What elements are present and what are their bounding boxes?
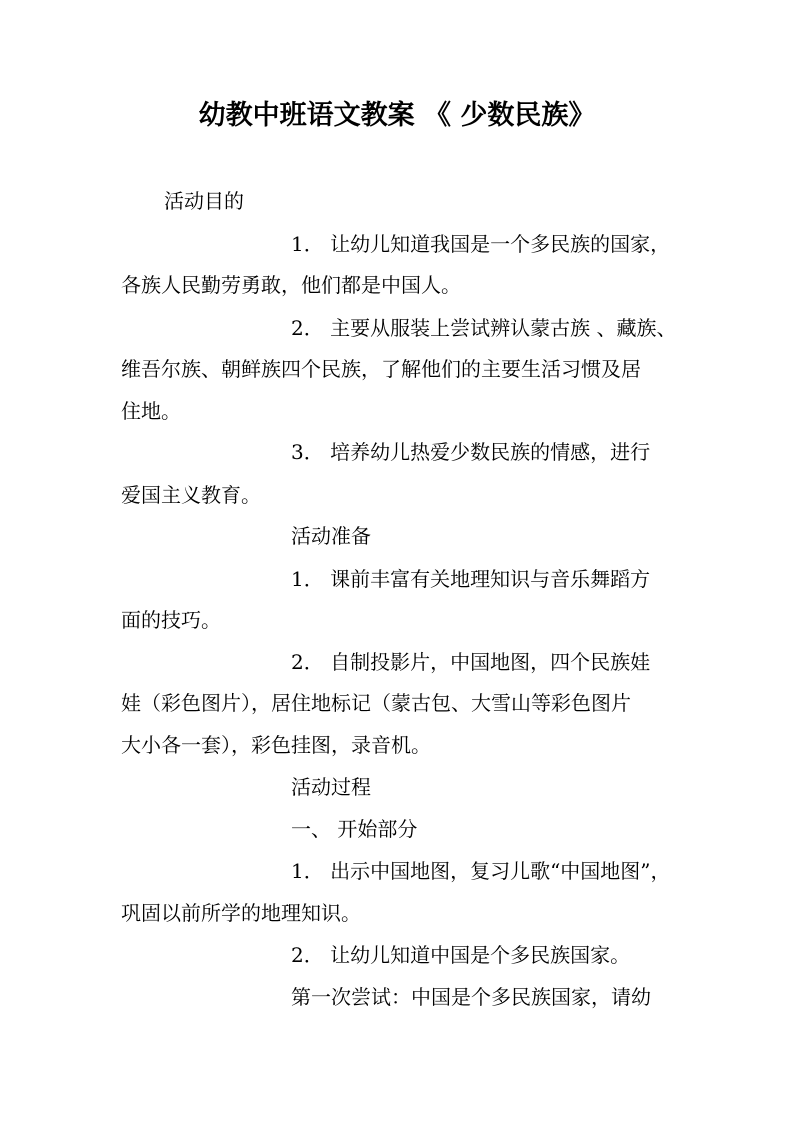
page-title: 幼教中班语文教案 《 少数民族》 bbox=[198, 100, 596, 131]
paragraph-line: 维吾尔族、朝鲜族四个民族，了解他们的主要生活习惯及居 bbox=[121, 357, 641, 381]
paragraph-line: 2． 自制投影片，中国地图，四个民族娃 bbox=[291, 650, 651, 674]
paragraph-line: 巩固以前所学的地理知识。 bbox=[121, 901, 361, 925]
section-heading-process: 活动过程 bbox=[291, 775, 371, 799]
paragraph-line: 第一次尝试：中国是个多民族国家，请幼 bbox=[291, 985, 651, 1009]
paragraph-line: 1． 课前丰富有关地理知识与音乐舞蹈方 bbox=[291, 567, 651, 591]
paragraph-line: 爱国主义教育。 bbox=[121, 483, 261, 507]
paragraph-line: 娃（彩色图片），居住地标记（蒙古包、大雪山等彩色图片 bbox=[121, 691, 631, 715]
paragraph-line: 2． 让幼儿知道中国是个多民族国家。 bbox=[291, 943, 631, 967]
paragraph-line: 面的技巧。 bbox=[121, 608, 221, 632]
paragraph-line: 1． 出示中国地图，复习儿歌“中国地图”， bbox=[291, 859, 671, 883]
paragraph-line: 各族人民勤劳勇敢，他们都是中国人。 bbox=[121, 273, 461, 297]
subsection-heading: 一、 开始部分 bbox=[291, 817, 418, 841]
paragraph-line: 住地。 bbox=[121, 399, 181, 423]
section-heading-goals: 活动目的 bbox=[164, 189, 244, 213]
paragraph-line: 大小各一套），彩色挂图，录音机。 bbox=[121, 733, 431, 757]
section-heading-preparation: 活动准备 bbox=[291, 524, 371, 548]
paragraph-line: 2． 主要从服装上尝试辨认蒙古族 、藏族、 bbox=[291, 316, 677, 340]
paragraph-line: 3． 培养幼儿热爱少数民族的情感，进行 bbox=[291, 440, 651, 464]
paragraph-line: 1． 让幼儿知道我国是一个多民族的国家， bbox=[291, 232, 671, 256]
